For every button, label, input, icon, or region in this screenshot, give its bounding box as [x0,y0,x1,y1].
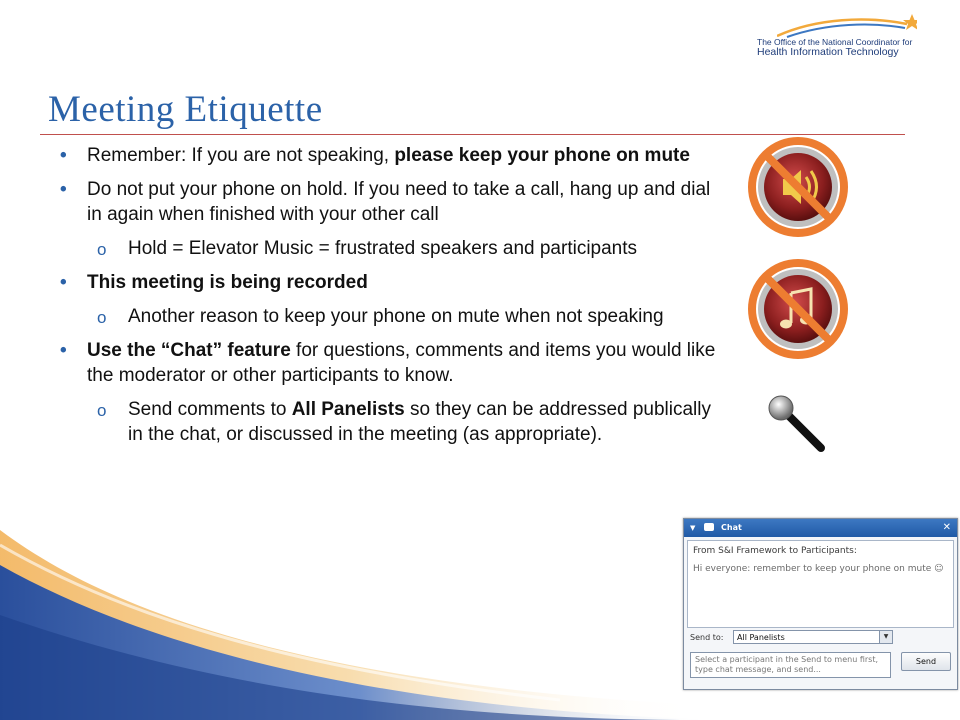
chat-header [684,519,957,537]
onc-logo [757,14,917,64]
send-to-label: Send to: [690,633,724,642]
sub-bullet-item [60,236,720,261]
dropdown-arrow-icon[interactable]: ▼ [879,631,892,643]
bullet-list [60,143,720,456]
bullet-text: Remember: If you are not speaking, [87,145,395,166]
collapse-icon[interactable]: ▼ [690,524,696,532]
bullet-bold-text: Use the “Chat” feature [87,340,291,361]
bullet-item [60,177,720,227]
send-button[interactable]: Send [901,652,951,671]
sub-bullet-text: so they can be addressed publically in the chat, or discussed in the meeting (as appropriate). [128,399,712,445]
bullet-marker: • [60,340,67,361]
chat-panel [683,518,958,690]
bullet-item [60,143,720,168]
bullet-bold-text: please keep your phone on mute [394,145,690,166]
sub-bullet-marker: o [97,308,107,327]
page-title: Meeting Etiquette [48,89,323,130]
no-music-icon [745,257,851,361]
bullet-item [60,270,720,295]
logo-line-2: Health Information Technology [757,46,899,58]
sub-bullet-marker: o [97,240,107,259]
chat-title: Chat [721,523,742,532]
bullet-bold-text: This meeting is being recorded [87,272,368,293]
bullet-marker: • [60,145,67,166]
send-to-dropdown[interactable] [733,630,893,644]
chat-bubble-icon [704,523,714,531]
microphone-icon [766,393,828,455]
sub-bullet-text: Another reason to keep your phone on mute when not speaking [128,306,664,327]
sub-bullet-marker: o [97,401,107,420]
chat-message-input[interactable]: Select a participant in the Send to menu first, type chat message, and send... [690,652,891,678]
bullet-marker: • [60,272,67,293]
sub-bullet-text: Hold = Elevator Music = frustrated speakers and participants [128,238,638,259]
sub-bullet-item [60,304,720,329]
logo-swoosh-icon [777,14,917,38]
close-icon[interactable]: ✕ [942,522,951,533]
chat-messages[interactable] [687,540,954,628]
sub-bullet-item [60,397,720,447]
send-to-value: All Panelists [737,633,785,642]
logo-line-1: The Office of the National Coordinator for [757,37,913,47]
sub-bullet-text: Send comments to [128,399,292,420]
sub-bullet-bold-text: All Panelists [291,399,405,420]
chat-sender: From S&I Framework to Participants: [693,546,857,556]
bullet-text: Do not put your phone on hold. If you need to take a call, hang up and dial in again when finished with your other call [87,179,711,225]
bullet-marker: • [60,179,67,200]
bullet-text: for questions, comments and items you would like the moderator or other participants to know. [87,340,716,386]
chat-message: Hi everyone: remember to keep your phone on mute ☺ [693,564,944,574]
no-speaker-icon [745,135,851,239]
bullet-item [60,338,720,388]
